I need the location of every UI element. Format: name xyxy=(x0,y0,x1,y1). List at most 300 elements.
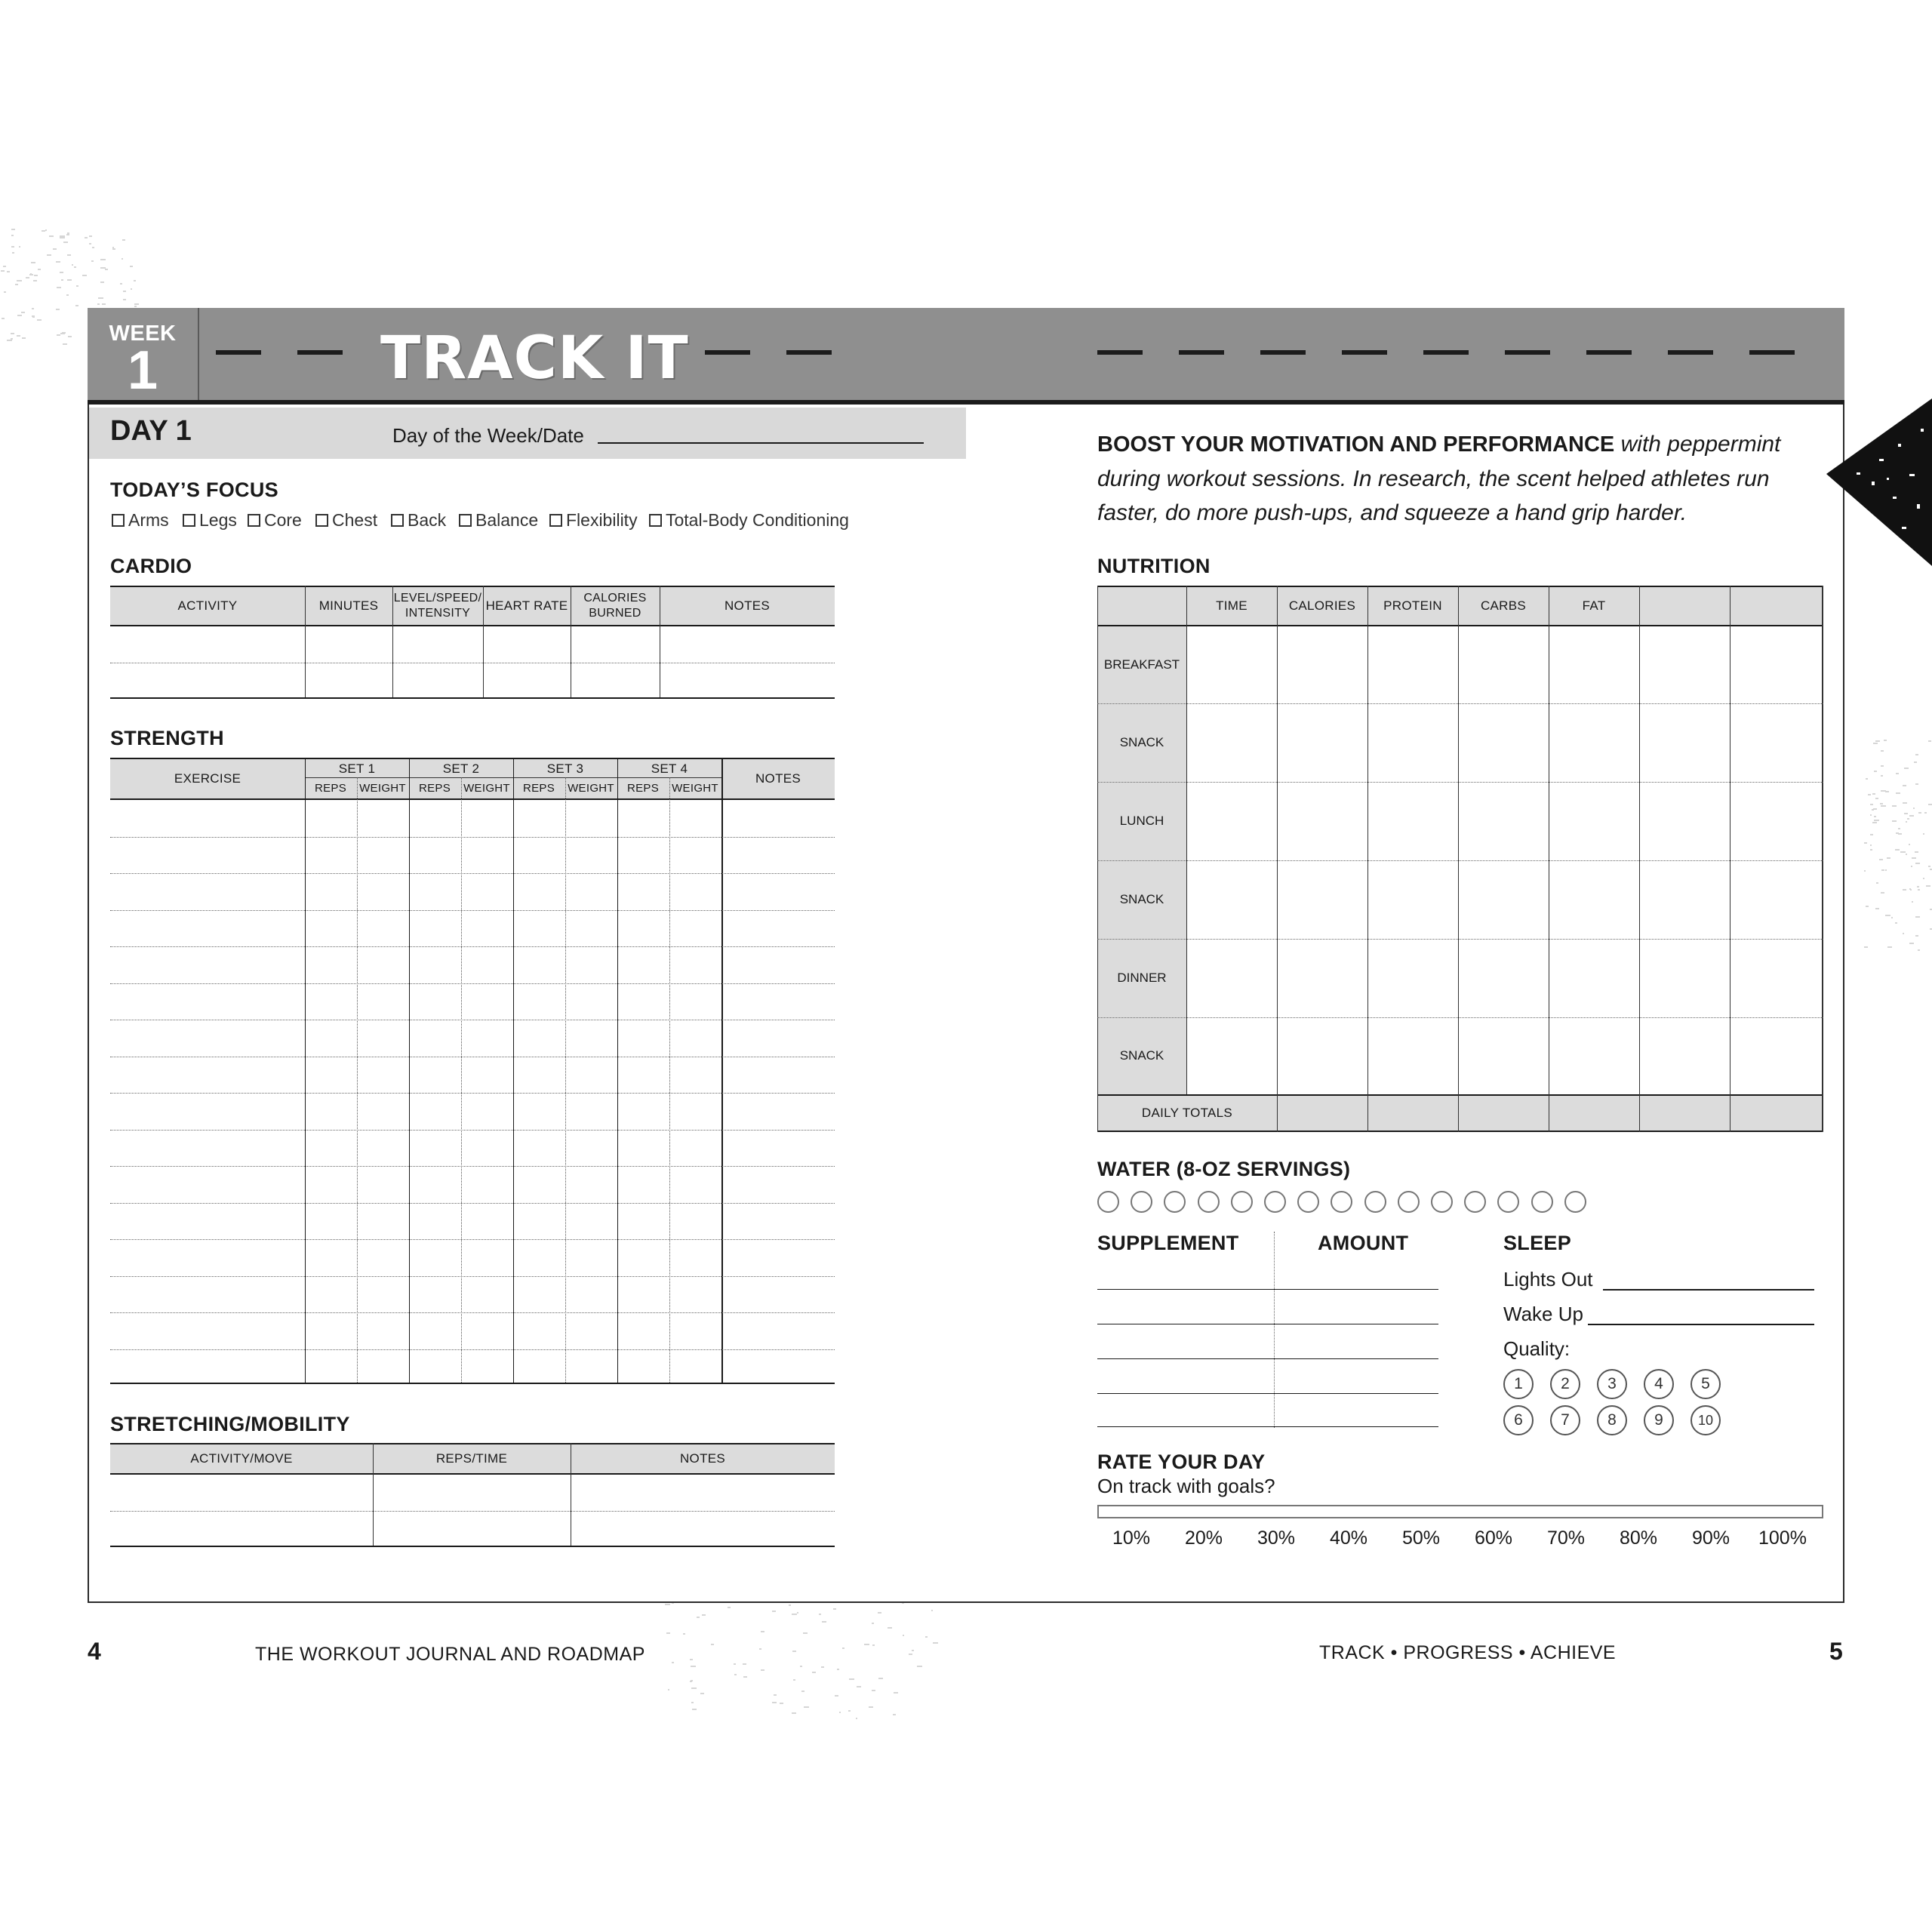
texture-speck xyxy=(1870,834,1873,835)
checkbox-icon[interactable] xyxy=(112,514,125,527)
focus-option-legs[interactable]: Legs xyxy=(183,510,237,531)
texture-speck xyxy=(1891,917,1893,918)
texture-speck xyxy=(1884,740,1887,741)
table-row[interactable] xyxy=(110,1349,835,1350)
texture-speck xyxy=(56,261,60,263)
table-row[interactable] xyxy=(110,1166,835,1167)
weight-header: WEIGHT xyxy=(359,782,406,795)
water-serving-circle[interactable] xyxy=(1198,1191,1220,1213)
texture-speck xyxy=(60,333,65,334)
header-dash xyxy=(1260,350,1306,355)
meal-label-dinner: DINNER xyxy=(1097,939,1186,1017)
set-header: SET 1 xyxy=(338,761,376,776)
texture-speck xyxy=(683,1633,685,1635)
supplement-line[interactable] xyxy=(1097,1393,1438,1394)
texture-speck xyxy=(32,308,34,309)
texture-speck xyxy=(697,1617,700,1618)
texture-speck xyxy=(123,299,126,300)
texture-speck xyxy=(772,1702,777,1703)
texture-speck xyxy=(842,1647,844,1649)
texture-speck xyxy=(60,235,65,237)
table-border xyxy=(1822,586,1823,1132)
texture-speck xyxy=(97,303,100,305)
texture-speck xyxy=(1915,935,1918,937)
texture-speck xyxy=(33,280,37,281)
table-row[interactable] xyxy=(110,1546,835,1547)
rate-tick-label: 20% xyxy=(1185,1527,1223,1549)
texture-speck xyxy=(912,1650,914,1651)
texture-speck xyxy=(1880,803,1883,804)
texture-speck xyxy=(1906,854,1907,855)
texture-speck xyxy=(665,1604,670,1605)
texture-speck xyxy=(1903,785,1906,786)
texture-speck xyxy=(893,1714,896,1715)
texture-speck xyxy=(1864,842,1867,844)
strength-table-header xyxy=(110,758,835,800)
rate-tick-label: 70% xyxy=(1547,1527,1586,1549)
texture-speck xyxy=(17,335,20,337)
texture-speck xyxy=(47,254,51,256)
texture-speck xyxy=(67,279,72,281)
column-header: ACTIVITY xyxy=(177,598,238,613)
texture-speck xyxy=(1915,863,1920,864)
texture-speck xyxy=(1885,869,1887,871)
quality-option[interactable]: 10 xyxy=(1690,1405,1721,1435)
texture-speck xyxy=(11,333,14,334)
water-serving-circle[interactable] xyxy=(1331,1191,1352,1213)
texture-speck xyxy=(57,287,61,288)
focus-option-core[interactable]: Core xyxy=(248,510,302,531)
meal-label-lunch: LUNCH xyxy=(1097,782,1186,860)
column-divider xyxy=(513,758,514,1384)
quality-option[interactable]: 8 xyxy=(1597,1405,1627,1435)
texture-speck xyxy=(1928,804,1932,805)
texture-speck xyxy=(672,1662,674,1663)
texture-speck xyxy=(1881,765,1884,767)
water-serving-circle[interactable] xyxy=(1564,1191,1586,1213)
set-header: SET 2 xyxy=(442,761,480,776)
texture-speck xyxy=(857,1686,861,1687)
water-serving-circle[interactable] xyxy=(1364,1191,1386,1213)
column-divider xyxy=(1458,586,1459,1132)
day-date-label: Day of the Week/Date xyxy=(392,424,584,447)
checkbox-icon[interactable] xyxy=(183,514,195,527)
column-divider xyxy=(409,758,410,1384)
table-row[interactable] xyxy=(1097,860,1823,861)
texture-speck xyxy=(1917,886,1919,888)
water-serving-circle[interactable] xyxy=(1497,1191,1519,1213)
header-dash xyxy=(1179,350,1224,355)
texture-speck xyxy=(76,285,78,287)
texture-speck xyxy=(1904,813,1908,814)
texture-speck xyxy=(692,1709,697,1710)
rate-tick-label: 30% xyxy=(1257,1527,1296,1549)
texture-speck xyxy=(1896,773,1899,774)
page-title: TRACK IT xyxy=(380,325,689,392)
table-bottom xyxy=(110,1383,835,1384)
stretching-title: STRETCHING/MOBILITY xyxy=(110,1413,350,1435)
water-serving-circle[interactable] xyxy=(1164,1191,1186,1213)
texture-speck xyxy=(1864,870,1866,872)
checkbox-icon[interactable] xyxy=(391,514,404,527)
texture-speck xyxy=(72,264,73,266)
texture-speck xyxy=(1895,849,1900,851)
texture-speck xyxy=(1870,849,1872,851)
quality-option[interactable]: 3 xyxy=(1597,1369,1627,1399)
set-header: SET 4 xyxy=(651,761,688,776)
column-header: FAT xyxy=(1582,598,1606,613)
focus-option-arms[interactable]: Arms xyxy=(112,510,169,531)
texture-speck xyxy=(774,1694,777,1696)
texture-speck xyxy=(15,284,18,285)
table-row[interactable] xyxy=(1097,782,1823,783)
water-serving-circle[interactable] xyxy=(1398,1191,1420,1213)
texture-speck xyxy=(864,1644,869,1645)
texture-speck xyxy=(888,1627,892,1629)
texture-speck xyxy=(1873,808,1877,810)
quality-option[interactable]: 9 xyxy=(1644,1405,1674,1435)
table-row[interactable] xyxy=(110,1276,835,1277)
texture-speck xyxy=(45,229,47,231)
column-header: CALORIES BURNED xyxy=(583,592,647,620)
column-divider xyxy=(357,777,358,1384)
supplement-line[interactable] xyxy=(1097,1358,1438,1359)
texture-speck xyxy=(122,239,125,241)
texture-speck xyxy=(711,1644,714,1645)
checkbox-icon[interactable] xyxy=(549,514,562,527)
focus-option-total-body[interactable]: Total-Body Conditioning xyxy=(649,510,849,531)
texture-speck xyxy=(797,1612,798,1614)
column-header: MINUTES xyxy=(318,598,379,613)
texture-speck xyxy=(780,1703,783,1704)
day-date-field[interactable] xyxy=(598,442,924,444)
texture-speck xyxy=(60,272,63,273)
column-header: NOTES xyxy=(679,1451,726,1466)
quality-option[interactable]: 7 xyxy=(1550,1405,1580,1435)
header-dash xyxy=(705,350,750,355)
supplement-line[interactable] xyxy=(1097,1289,1438,1290)
table-row[interactable] xyxy=(110,1511,835,1512)
texture-speck xyxy=(1907,818,1909,820)
water-serving-circle[interactable] xyxy=(1097,1191,1119,1213)
texture-speck xyxy=(702,1614,706,1616)
texture-speck xyxy=(849,1678,854,1680)
texture-speck xyxy=(839,1712,841,1713)
texture-speck xyxy=(75,305,78,306)
texture-speck xyxy=(1926,885,1930,887)
column-divider xyxy=(565,777,566,1384)
header-dash xyxy=(1505,350,1550,355)
rate-title: RATE YOUR DAY xyxy=(1097,1451,1266,1473)
texture-speck xyxy=(38,269,41,270)
meal-label-breakfast: BREAKFAST xyxy=(1097,626,1186,703)
checkbox-icon[interactable] xyxy=(459,514,472,527)
tip-heading: BOOST YOUR MOTIVATION AND PERFORMANCE xyxy=(1097,432,1615,457)
day-bar xyxy=(89,408,966,459)
rate-slider-track[interactable] xyxy=(1097,1505,1823,1518)
texture-speck xyxy=(812,1672,816,1673)
texture-speck xyxy=(7,271,10,272)
texture-speck xyxy=(1879,859,1883,860)
amount-title: AMOUNT xyxy=(1318,1232,1409,1254)
column-header: NOTES xyxy=(724,598,771,613)
focus-option-back[interactable]: Back xyxy=(391,510,446,531)
texture-speck xyxy=(1875,908,1879,909)
texture-speck xyxy=(1900,851,1906,853)
texture-speck xyxy=(872,1623,874,1624)
texture-speck xyxy=(743,1676,747,1678)
meal-label-snack: SNACK xyxy=(1097,860,1186,939)
table-row[interactable] xyxy=(110,910,835,911)
column-header: PROTEIN xyxy=(1383,598,1442,613)
focus-option-balance[interactable]: Balance xyxy=(459,510,538,531)
column-divider xyxy=(305,586,306,699)
texture-speck xyxy=(894,1692,898,1694)
texture-speck xyxy=(1909,815,1914,817)
texture-speck xyxy=(872,1690,875,1691)
texture-speck xyxy=(1875,740,1880,742)
texture-speck xyxy=(878,1678,883,1679)
texture-speck xyxy=(833,1608,836,1610)
texture-speck xyxy=(49,235,54,237)
texture-speck xyxy=(1870,804,1873,805)
cardio-title: CARDIO xyxy=(110,555,192,577)
header-dash xyxy=(1097,350,1143,355)
texture-speck xyxy=(1887,946,1892,948)
column-divider xyxy=(373,1443,374,1547)
day-title: DAY 1 xyxy=(110,415,192,447)
texture-speck xyxy=(1912,857,1916,859)
weight-header: WEIGHT xyxy=(672,782,718,795)
table-row[interactable] xyxy=(110,873,835,874)
column-header: HEART RATE xyxy=(485,598,568,613)
column-header: ACTIVITY/MOVE xyxy=(190,1451,293,1466)
texture-speck xyxy=(728,1607,731,1608)
column-header: CALORIES xyxy=(1288,598,1356,613)
texture-speck xyxy=(1909,943,1914,944)
texture-speck xyxy=(909,1654,912,1655)
water-serving-circle[interactable] xyxy=(1264,1191,1286,1213)
water-serving-circle[interactable] xyxy=(1431,1191,1453,1213)
rate-tick-label: 60% xyxy=(1475,1527,1513,1549)
texture-speck xyxy=(1903,933,1904,934)
texture-speck xyxy=(134,280,136,281)
texture-speck xyxy=(666,1632,670,1634)
strength-title: STRENGTH xyxy=(110,727,224,749)
header-dash xyxy=(297,350,343,355)
texture-speck xyxy=(1873,743,1878,744)
column-header: LEVEL/SPEED/ INTENSITY xyxy=(393,592,482,620)
header-dash xyxy=(1668,350,1713,355)
texture-speck xyxy=(803,1632,808,1634)
texture-speck xyxy=(100,267,106,269)
texture-speck xyxy=(804,1706,809,1708)
focus-option-chest[interactable]: Chest xyxy=(315,510,377,531)
texture-speck xyxy=(130,266,133,267)
texture-speck xyxy=(793,1679,795,1681)
table-row[interactable] xyxy=(110,697,835,699)
week-header xyxy=(88,308,1844,405)
table-row[interactable] xyxy=(110,1203,835,1204)
texture-speck xyxy=(700,1693,704,1694)
texture-speck xyxy=(12,252,14,254)
texture-speck xyxy=(37,319,42,321)
texture-speck xyxy=(792,1712,796,1714)
texture-speck xyxy=(801,1690,804,1692)
texture-speck xyxy=(690,1659,693,1660)
table-row[interactable] xyxy=(1097,703,1823,704)
checkbox-icon[interactable] xyxy=(649,514,662,527)
table-row[interactable] xyxy=(110,1239,835,1240)
table-row[interactable] xyxy=(110,1093,835,1094)
texture-speck xyxy=(53,248,57,250)
checkbox-icon[interactable] xyxy=(248,514,260,527)
lights-out-field[interactable] xyxy=(1603,1289,1814,1291)
texture-speck xyxy=(134,306,137,307)
table-row[interactable] xyxy=(1097,1017,1823,1018)
texture-speck xyxy=(1918,812,1921,814)
texture-speck xyxy=(32,315,35,317)
footer-tagline: TRACK • PROGRESS • ACHIEVE xyxy=(1319,1642,1617,1663)
texture-speck xyxy=(1915,783,1918,785)
texture-speck xyxy=(1864,946,1868,948)
texture-speck xyxy=(761,1669,764,1671)
supplement-line[interactable] xyxy=(1097,1426,1438,1427)
texture-speck xyxy=(903,1635,904,1636)
texture-speck xyxy=(1881,775,1883,777)
texture-speck xyxy=(1903,889,1906,891)
texture-speck xyxy=(89,243,91,245)
water-serving-circle[interactable] xyxy=(1297,1191,1319,1213)
column-divider xyxy=(461,777,462,1384)
texture-speck xyxy=(67,254,71,256)
wake-up-field[interactable] xyxy=(1588,1324,1814,1325)
column-header: REPS/TIME xyxy=(435,1451,508,1466)
week-number: 1 xyxy=(127,340,158,401)
texture-speck xyxy=(34,275,38,276)
texture-speck xyxy=(4,291,6,293)
water-serving-circle[interactable] xyxy=(1131,1191,1152,1213)
reps-header: REPS xyxy=(626,782,660,795)
texture-speck xyxy=(26,277,29,278)
rate-tick-label: 90% xyxy=(1692,1527,1730,1549)
texture-speck xyxy=(878,1612,881,1614)
texture-speck xyxy=(1874,820,1879,821)
column-divider xyxy=(483,586,484,699)
texture-speck xyxy=(691,1666,696,1667)
texture-speck xyxy=(933,1642,938,1644)
texture-speck xyxy=(2,318,5,319)
texture-speck xyxy=(1909,844,1910,845)
table-row[interactable] xyxy=(110,837,835,838)
triangle-decoration-icon xyxy=(1826,398,1932,566)
texture-speck xyxy=(872,1644,875,1646)
texture-speck xyxy=(925,1636,928,1638)
water-serving-circle[interactable] xyxy=(1231,1191,1253,1213)
header-dash xyxy=(1586,350,1632,355)
texture-speck xyxy=(1875,798,1878,799)
texture-speck xyxy=(1872,822,1877,823)
header-dash xyxy=(1342,350,1387,355)
checkbox-icon[interactable] xyxy=(315,514,328,527)
texture-speck xyxy=(1915,916,1920,918)
texture-speck xyxy=(100,259,106,260)
texture-speck xyxy=(66,234,69,235)
table-row[interactable] xyxy=(110,946,835,947)
texture-speck xyxy=(1874,771,1877,772)
texture-speck xyxy=(1866,906,1869,907)
texture-speck xyxy=(1874,816,1876,817)
texture-speck xyxy=(105,269,108,270)
texture-speck xyxy=(691,1702,694,1703)
rate-question: On track with goals? xyxy=(1097,1475,1275,1497)
quality-option[interactable]: 1 xyxy=(1503,1369,1534,1399)
texture-speck xyxy=(1896,792,1900,794)
texture-speck xyxy=(68,336,72,337)
water-title: WATER (8-OZ SERVINGS) xyxy=(1097,1158,1351,1180)
rate-tick-label: 80% xyxy=(1620,1527,1658,1549)
texture-speck xyxy=(772,1611,776,1612)
texture-speck xyxy=(56,309,60,310)
weight-header: WEIGHT xyxy=(568,782,614,795)
texture-speck xyxy=(7,340,12,341)
quality-option[interactable]: 5 xyxy=(1690,1369,1721,1399)
table-row[interactable] xyxy=(110,983,835,984)
texture-speck xyxy=(17,315,22,316)
texture-speck xyxy=(57,334,60,336)
texture-speck xyxy=(1895,922,1897,924)
table-row[interactable] xyxy=(110,1312,835,1313)
daily-totals-row xyxy=(1097,1094,1823,1132)
column-divider xyxy=(669,777,670,1384)
table-row[interactable] xyxy=(110,1130,835,1131)
quality-option[interactable]: 4 xyxy=(1644,1369,1674,1399)
header-dash xyxy=(786,350,832,355)
table-border xyxy=(1097,586,1098,1132)
week-label: WEEK xyxy=(109,321,177,346)
focus-title: TODAY’S FOCUS xyxy=(110,478,278,501)
water-serving-circle[interactable] xyxy=(1464,1191,1486,1213)
rate-tick-label: 100% xyxy=(1758,1527,1807,1549)
texture-speck xyxy=(917,1666,922,1667)
meal-label-snack: SNACK xyxy=(1097,1017,1186,1094)
texture-speck xyxy=(66,294,69,296)
column-divider xyxy=(1277,586,1278,1132)
water-serving-circle[interactable] xyxy=(1531,1191,1553,1213)
weight-header: WEIGHT xyxy=(463,782,510,795)
texture-speck xyxy=(1870,814,1872,816)
texture-speck xyxy=(1918,889,1920,891)
texture-speck xyxy=(60,237,65,238)
texture-speck xyxy=(1881,869,1884,871)
column-divider xyxy=(1367,586,1368,1132)
daily-totals-label: DAILY TOTALS xyxy=(1141,1106,1233,1120)
quality-option[interactable]: 2 xyxy=(1550,1369,1580,1399)
table-row[interactable] xyxy=(1097,939,1823,940)
nutrition-table-header xyxy=(1097,586,1823,626)
texture-speck xyxy=(734,1663,736,1665)
texture-speck xyxy=(92,247,94,248)
quality-option[interactable]: 6 xyxy=(1503,1405,1534,1435)
texture-speck xyxy=(85,237,88,238)
texture-speck xyxy=(21,312,25,313)
header-dash xyxy=(216,350,261,355)
texture-speck xyxy=(122,258,123,260)
reps-header: REPS xyxy=(314,782,347,795)
texture-speck xyxy=(19,246,20,248)
focus-option-flexibility[interactable]: Flexibility xyxy=(549,510,638,531)
column-divider xyxy=(392,586,393,699)
